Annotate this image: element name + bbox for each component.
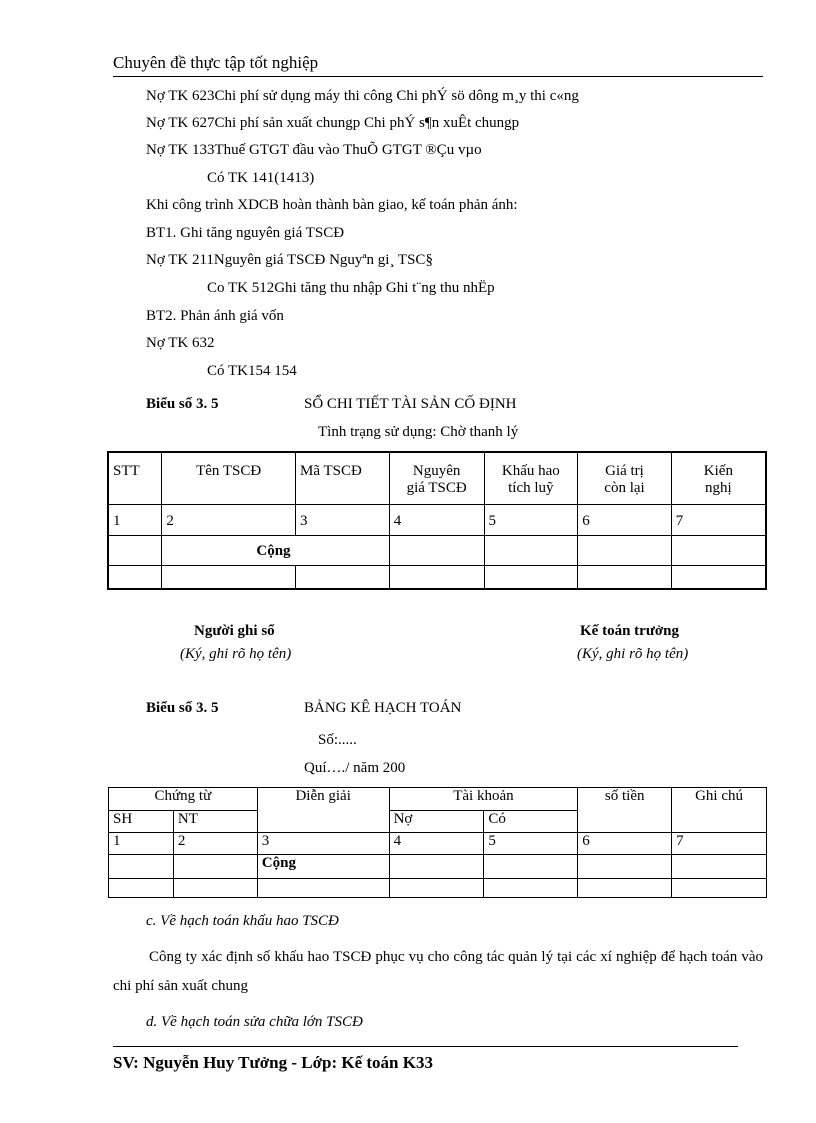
table-cell: 6 — [578, 504, 672, 535]
header-chung-tu: Chứng từ — [109, 788, 258, 811]
header-dien-giai: Diễn giải — [257, 788, 389, 833]
table-cell — [578, 535, 672, 565]
text-line: Nợ TK 632 — [146, 335, 215, 351]
total-label: Cộng — [257, 855, 389, 879]
table-cell: 2 — [162, 504, 296, 535]
header-so-tien: số tiền — [578, 788, 672, 833]
table-cell — [108, 535, 162, 565]
form2-title: BẢNG KÊ HẠCH TOÁN — [304, 700, 462, 716]
table-cell: 5 — [484, 504, 578, 535]
table-cell: 6 — [578, 833, 672, 855]
section-c-body: Công ty xác định số khấu hao TSCĐ phục vụ cho công tác quản lý tại các xí nghiệp để hạch toán vào chi phí sản xuất chung — [113, 949, 763, 994]
form1-label: Biểu số 3. 5 — [146, 396, 219, 412]
header-gia-tri-con-lai: Giá trị còn lại — [578, 452, 672, 504]
signature-right-title: Kế toán trưởng — [580, 623, 679, 639]
table-cell: 7 — [671, 504, 766, 535]
section-d-heading: d. Về hạch toán sửa chữa lớn TSCĐ — [146, 1014, 363, 1030]
form1-title: SỔ CHI TIẾT TÀI SẢN CỐ ĐỊNH — [304, 396, 517, 412]
table-cell — [389, 535, 484, 565]
table-cell: 1 — [109, 833, 174, 855]
table-cell: 1 — [108, 504, 162, 535]
signature-left-note: (Ký, ghi rõ họ tên) — [180, 646, 292, 662]
table-total-row — [109, 855, 767, 879]
table-cell — [671, 535, 766, 565]
table-row — [109, 833, 767, 855]
text-line: BT1. Ghi tăng nguyên giá TSCĐ — [146, 225, 345, 241]
total-label: Cộng — [162, 535, 389, 565]
text-line: Có TK 141(1413) — [207, 170, 315, 186]
text-line: Có TK154 154 — [207, 363, 297, 379]
header-nguyen-gia: Nguyên giá TSCĐ — [389, 452, 484, 504]
signature-left-title: Người ghi sổ — [194, 623, 275, 639]
table-row — [108, 565, 766, 589]
page-footer: SV: Nguyễn Huy Tưởng - Lớp: Kế toán K33 — [113, 1053, 433, 1072]
header-sh: SH — [109, 811, 174, 833]
text-line: Co TK 512Ghi tăng thu nhập Ghi t¨ng thu nhËp — [207, 280, 495, 296]
form2-label: Biểu số 3. 5 — [146, 700, 219, 716]
table-cell: 4 — [389, 504, 484, 535]
header-nt: NT — [173, 811, 257, 833]
text-line: Khi công trình XDCB hoàn thành bàn giao, kế toán phản ánh: — [146, 197, 518, 213]
text-line: BT2. Phản ánh giá vốn — [146, 308, 284, 324]
header-ma-tscd: Mã TSCĐ — [295, 452, 389, 504]
header-rule — [113, 76, 763, 77]
table-cell — [484, 535, 578, 565]
text-line: Nợ TK 211Nguyên giá TSCĐ Nguyªn gi¸ TSC§ — [146, 252, 433, 268]
form2-so: Số:..... — [318, 732, 357, 748]
header-khau-hao: Khấu hao tích luỹ — [484, 452, 578, 504]
table-cell: 4 — [389, 833, 484, 855]
table-header-row — [108, 452, 766, 504]
table-cell: 7 — [672, 833, 767, 855]
text-line: Nợ TK 627Chi phí sản xuất chungp Chi phÝ s¶n xuÊt chungp — [146, 115, 520, 131]
section-c-heading: c. Về hạch toán khấu hao TSCĐ — [146, 913, 339, 929]
header-co: Có — [484, 811, 578, 833]
accounting-summary-table — [108, 787, 767, 898]
table-cell: 3 — [295, 504, 389, 535]
header-stt: STT — [108, 452, 162, 504]
footer-rule — [113, 1046, 738, 1047]
table-header-row — [109, 788, 767, 811]
text-line: Nợ TK 623Chi phí sử dụng máy thi công Chi phÝ sö dông m¸y thi c«ng — [146, 88, 579, 104]
asset-detail-table — [107, 451, 767, 590]
text-line: Nợ TK 133Thuế GTGT đầu vào ThuÕ GTGT ®Çu vµo — [146, 142, 482, 158]
form1-subtitle: Tình trạng sử dụng: Chờ thanh lý — [318, 424, 519, 440]
header-ten-tscd: Tên TSCĐ — [162, 452, 296, 504]
table-total-row — [108, 535, 766, 565]
header-no: Nợ — [389, 811, 484, 833]
table-row — [109, 879, 767, 898]
form2-qui: Quí…./ năm 200 — [304, 760, 406, 776]
header-kien-nghi: Kiến nghị — [671, 452, 766, 504]
header-tai-khoan: Tài khoản — [389, 788, 578, 811]
table-cell: 2 — [173, 833, 257, 855]
table-row — [108, 504, 766, 535]
table-cell: 3 — [257, 833, 389, 855]
page-header-title: Chuyên đề thực tập tốt nghiệp — [113, 53, 319, 72]
signature-right-note: (Ký, ghi rõ họ tên) — [577, 646, 689, 662]
table-cell: 5 — [484, 833, 578, 855]
header-ghi-chu: Ghi chú — [672, 788, 767, 833]
